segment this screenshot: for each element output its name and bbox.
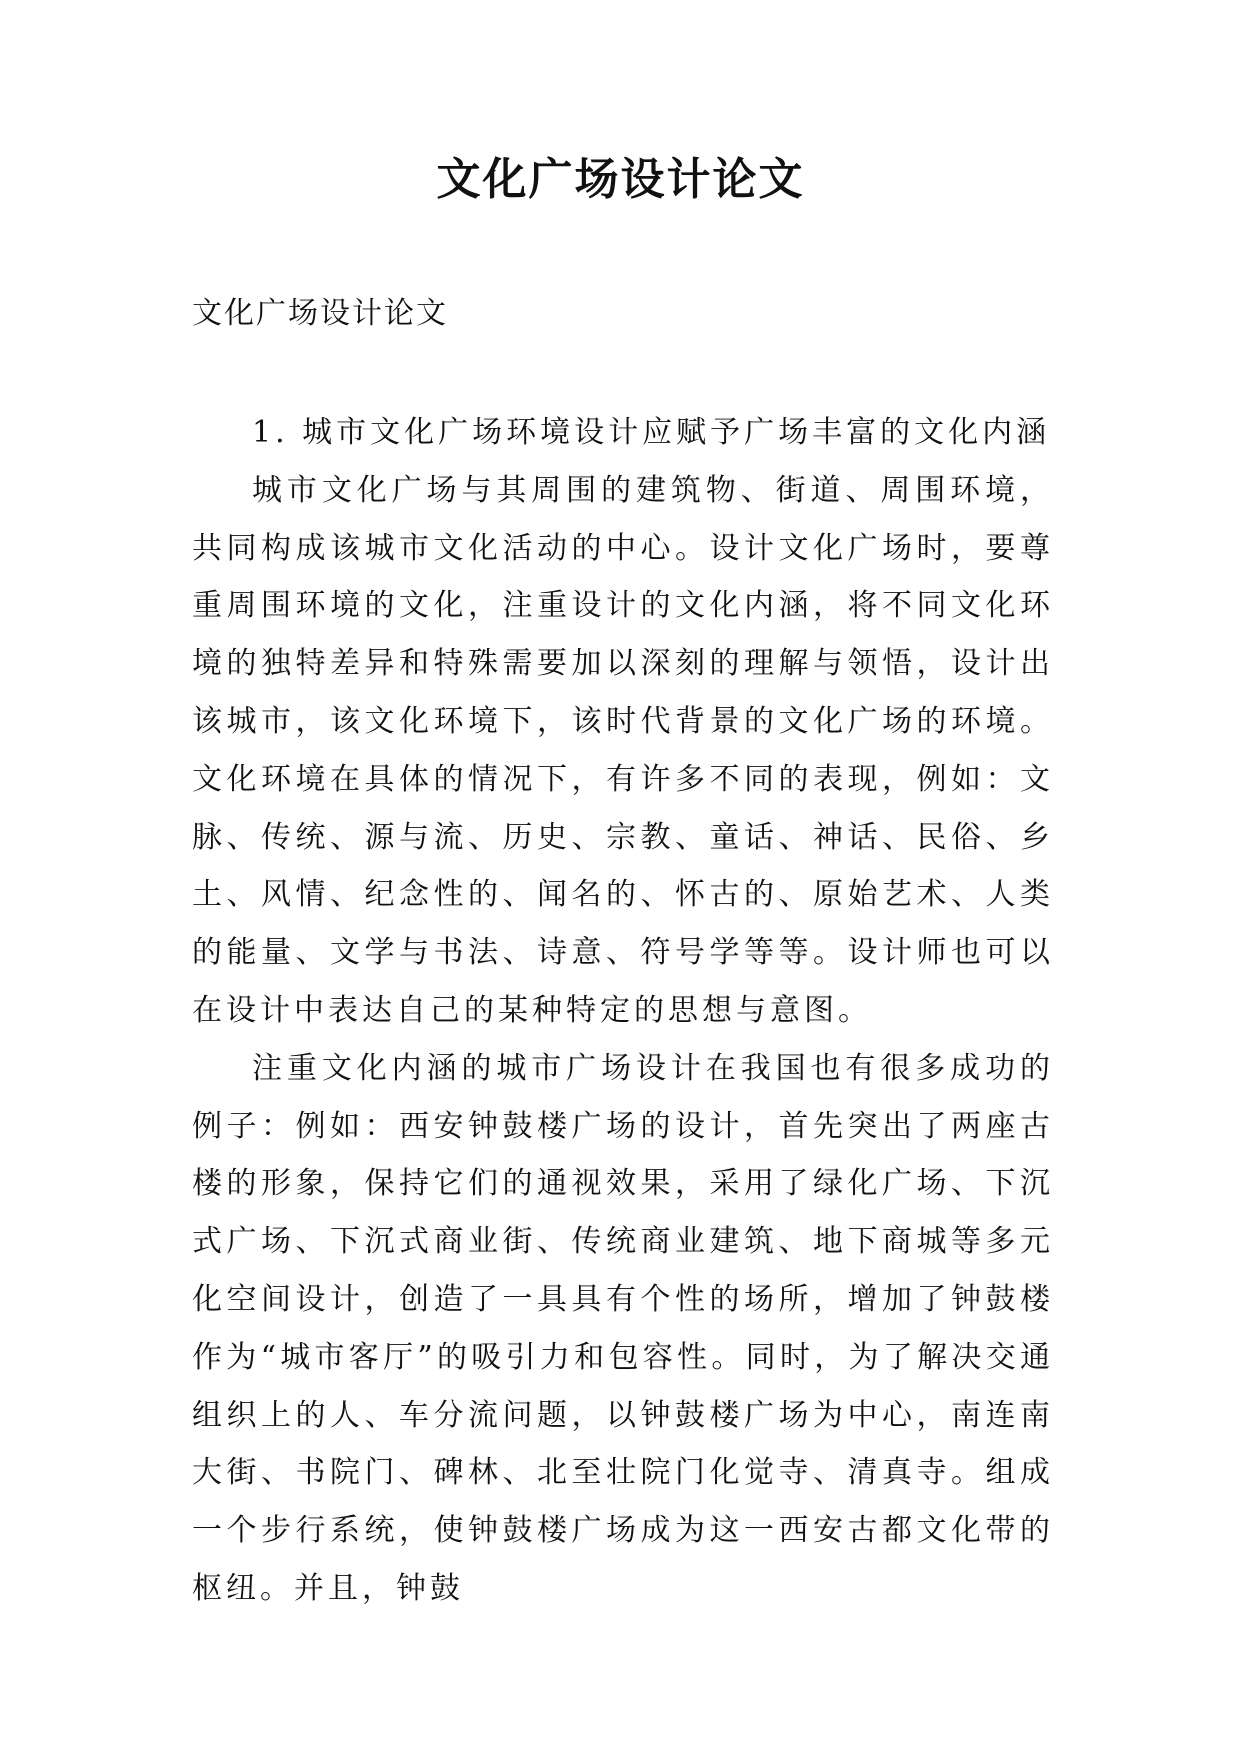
- document-subtitle: 文化广场设计论文: [192, 296, 448, 331]
- document-title: 文化广场设计论文: [436, 154, 805, 205]
- paragraph-1: 城市文化广场与其周围的建筑物、街道、周围环境，共同构成该城市文化活动的中心。设计文化广场时，要尊重周围环境的文化，注重设计的文化内涵，将不同文化环境的独特差异和特殊需要加以深刻的理解与领悟，设计出该城市，该文化环境下，该时代背景的文化广场的环境。文化环境在具体的情况下，有许多不同的表现，例如：文脉、传统、源与流、历史、宗教、童话、神话、民俗、乡土、风情、纪念性的、闻名的、怀古的、原始艺术、人类的能量、文学与书法、诗意、符号学等等。设计师也可以在设计中表达自己的某种特定的思想与意图。: [192, 472, 1054, 1028]
- paragraph-2: 注重文化内涵的城市广场设计在我国也有很多成功的例子：例如：西安钟鼓楼广场的设计，首先突出了两座古楼的形象，保持它们的通视效果，采用了绿化广场、下沉式广场、下沉式商业街、传统商业建筑、地下商城等多元化空间设计，创造了一具具有个性的场所，增加了钟鼓楼作为“城市客厅”的吸引力和包容性。同时，为了解决交通组织上的人、车分流问题，以钟鼓楼广场为中心，南连南大街、书院门、碑林、北至壮院门化觉寺、清真寺。组成一个步行系统，使钟鼓楼广场成为这一西安古都文化带的枢纽。并且，钟鼓: [192, 1050, 1054, 1606]
- section-heading: 1. 城市文化广场环境设计应赋予广场丰富的文化内涵: [252, 415, 1051, 450]
- document-body: [192, 404, 1054, 1618]
